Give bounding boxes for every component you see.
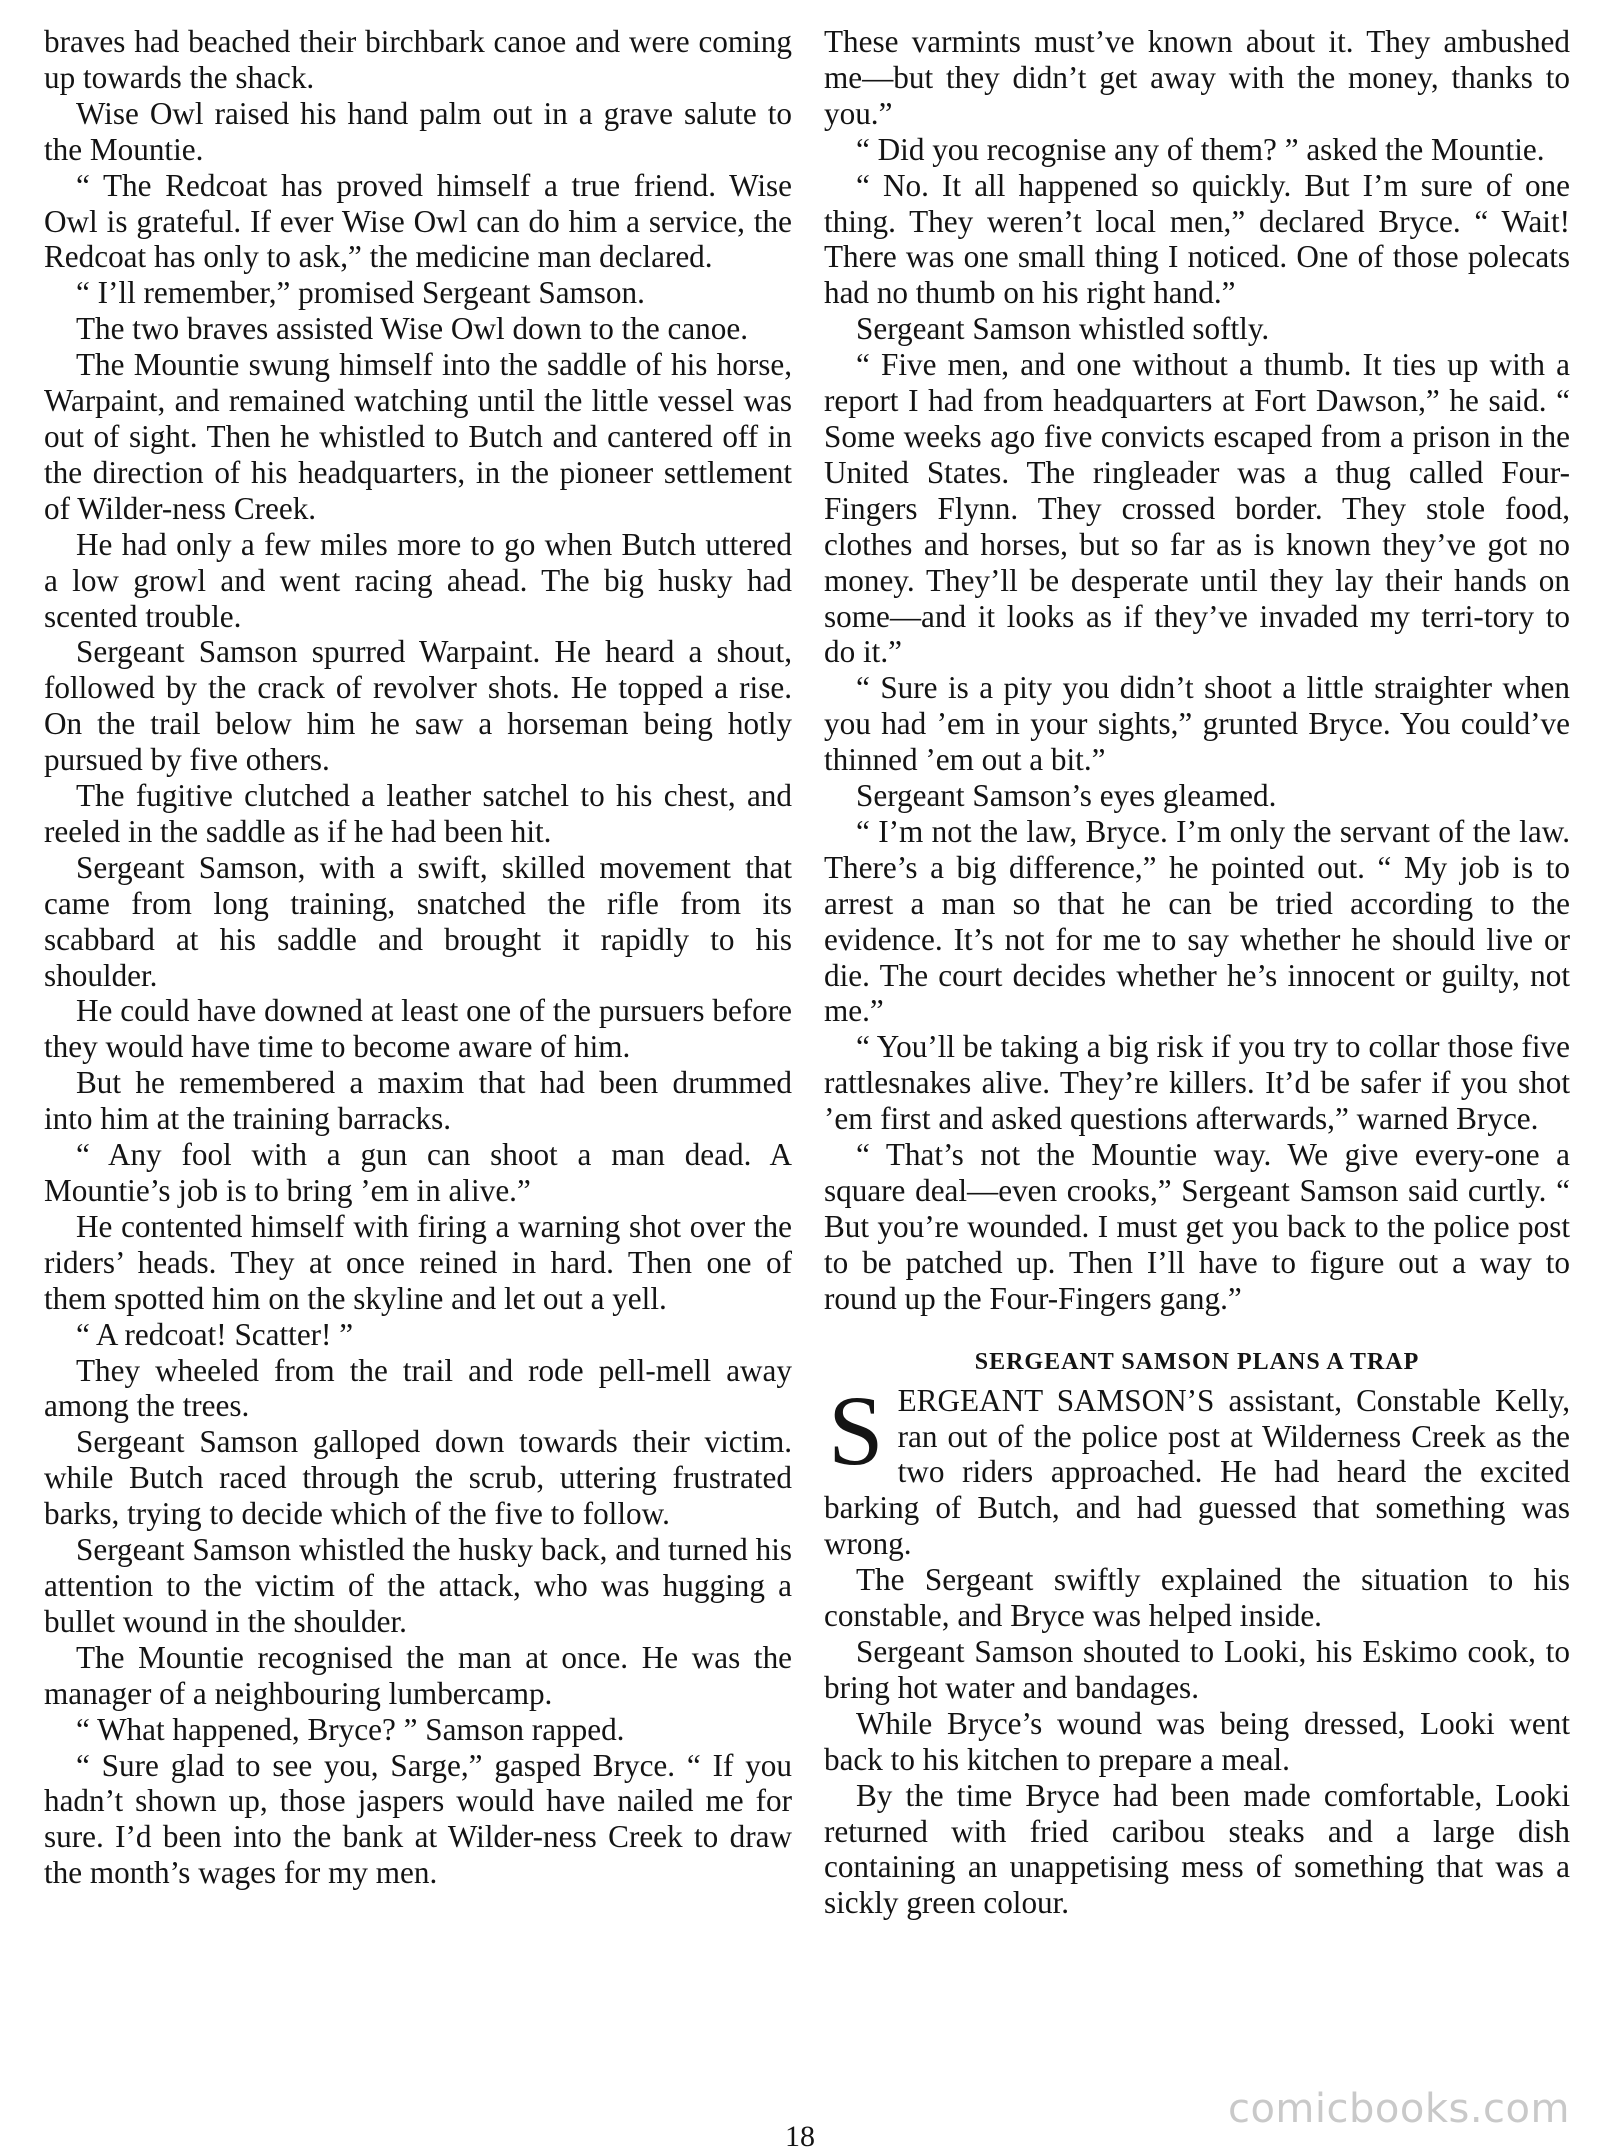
page-number: 18 xyxy=(785,2120,815,2153)
dropcap-paragraph xyxy=(824,1374,1570,1563)
paragraph: “ Five men, and one without a thumb. It ties up with a report I had from headquarters at Fort Dawson,” he said. “ Some weeks ago five convicts escaped from a prison in the United States. The ringleader was a thug called Four-Fingers Flynn. They crossed border. They stole food, clothes and horses, but so far as is known they’ve got no money. They’ll be desperate until they lay their hands on some—and it looks as if they’ve invaded my terri-tory to do it.” xyxy=(824,347,1570,670)
right-text-column xyxy=(824,24,1570,1921)
paragraph: He could have downed at least one of the pursuers before they would have time to become aware of him. xyxy=(44,993,792,1065)
paragraph: “ You’ll be taking a big risk if you try to collar those five rattlesnakes alive. They’re killers. It’d be safer if you shot ’em first and asked questions afterwards,” warned Bryce. xyxy=(824,1029,1570,1137)
paragraph: By the time Bryce had been made comfortable, Looki returned with fried caribou steaks and a large dish containing an unappetising mess of something that was a sickly green colour. xyxy=(824,1777,1570,1921)
left-text-column xyxy=(44,24,792,1891)
paragraph: “ Sure is a pity you didn’t shoot a little straighter when you had ’em in your sights,” grunted Bryce. You could’ve thinned ’em out a bit.” xyxy=(824,670,1570,778)
paragraph: “ I’ll remember,” promised Sergeant Samson. xyxy=(76,275,645,311)
right-column-lower-text xyxy=(824,1562,1570,1921)
dropcap-paragraph-text: ERGEANT SAMSON’S assistant, Constable Kelly, ran out of the police post at Wilderness Creek as the two riders approached. He had heard the excited barking of Butch, and had guessed that something was wrong. xyxy=(824,1382,1570,1562)
right-column-upper-text xyxy=(824,24,1570,1317)
paragraph: “ Did you recognise any of them? ” asked the Mountie. xyxy=(856,131,1545,167)
paragraph: These varmints must’ve known about it. They ambushed me—but they didn’t get away with the money, thanks to you.” xyxy=(824,24,1570,131)
section-heading: SERGEANT SAMSON PLANS A TRAP xyxy=(974,1348,1420,1375)
paragraph: The fugitive clutched a leather satchel to his chest, and reeled in the saddle as if he had been hit. xyxy=(44,778,792,849)
paragraph: braves had beached their birchbark canoe and were coming up towards the shack. xyxy=(44,24,792,95)
paragraph: “ The Redcoat has proved himself a true friend. Wise Owl is grateful. If ever Wise Owl can do him a service, the Redcoat has only to ask,” the medicine man declared. xyxy=(44,167,792,275)
paragraph: Sergeant Samson, with a swift, skilled movement that came from long training, snatched the rifle from its scabbard at his saddle and brought it rapidly to his shoulder. xyxy=(44,849,792,993)
dropcap-letter: S xyxy=(828,1374,884,1486)
paragraph: “ Sure glad to see you, Sarge,” gasped Bryce. “ If you hadn’t shown up, those jaspers would have nailed me for sure. I’d been into the bank at Wilder-ness Creek to draw the month’s wages for my men. xyxy=(44,1747,792,1891)
paragraph: The Mountie recognised the man at once. He was the manager of a neighbouring lumbercamp. xyxy=(44,1639,792,1711)
watermark: comicbooks.com xyxy=(1227,2086,1570,2132)
paragraph: Sergeant Samson shouted to Looki, his Eskimo cook, to bring hot water and bandages. xyxy=(824,1633,1570,1705)
paragraph: The Mountie swung himself into the saddle of his horse, Warpaint, and remained watching until the little vessel was out of sight. Then he whistled to Butch and cantered off in the direction of his headquarters, in the pioneer settlement of Wilder-ness Creek. xyxy=(44,347,792,526)
paragraph: Sergeant Samson spurred Warpaint. He heard a shout, followed by the crack of revolver shots. He topped a rise. On the trail below him he saw a horseman being hotly pursued by five others. xyxy=(44,634,792,778)
paragraph: “ Any fool with a gun can shoot a man dead. A Mountie’s job is to bring ’em in alive.” xyxy=(44,1137,792,1208)
paragraph: But he remembered a maxim that had been drummed into him at the training barracks. xyxy=(44,1065,792,1137)
paragraph: Sergeant Samson whistled the husky back, and turned his attention to the victim of the attack, who was hugging a bullet wound in the shoulder. xyxy=(44,1532,792,1639)
paragraph: “ What happened, Bryce? ” Samson rapped. xyxy=(76,1711,625,1747)
paragraph: He had only a few miles more to go when Butch uttered a low growl and went racing ahead. The big husky had scented trouble. xyxy=(44,526,792,634)
paragraph: While Bryce’s wound was being dressed, Looki went back to his kitchen to prepare a meal. xyxy=(824,1705,1570,1777)
paragraph: He contented himself with firing a warning shot over the riders’ heads. They at once reined in hard. Then one of them spotted him on the skyline and let out a yell. xyxy=(44,1208,792,1316)
paragraph: “ No. It all happened so quickly. But I’m sure of one thing. They weren’t local men,” declared Bryce. “ Wait! There was one small thing I noticed. One of those polecats had no thumb on his right hand.” xyxy=(824,167,1570,311)
paragraph: The two braves assisted Wise Owl down to the canoe. xyxy=(76,311,749,347)
paragraph: Sergeant Samson galloped down towards their victim. while Butch raced through the scrub, uttering frustrated barks, trying to decide which of the five to follow. xyxy=(44,1424,792,1532)
paragraph: Sergeant Samson whistled softly. xyxy=(856,311,1270,347)
paragraph: The Sergeant swiftly explained the situation to his constable, and Bryce was helped inside. xyxy=(824,1562,1570,1634)
paragraph: Sergeant Samson’s eyes gleamed. xyxy=(856,778,1277,814)
paragraph: “ A redcoat! Scatter! ” xyxy=(76,1316,354,1352)
paragraph: Wise Owl raised his hand palm out in a grave salute to the Mountie. xyxy=(44,95,792,167)
paragraph: “ That’s not the Mountie way. We give every-one a square deal—even crooks,” Sergeant Samson said curtly. “ But you’re wounded. I must get you back to the police post to be patched up. Then I’ll have to figure out a way to round up the Four-Fingers gang.” xyxy=(824,1137,1570,1316)
paragraph: “ I’m not the law, Bryce. I’m only the servant of the law. There’s a big difference,” he pointed out. “ My job is to arrest a man so that he can be tried according to the evidence. It’s not for me to say whether he should live or die. The court decides whether he’s innocent or guilty, not me.” xyxy=(824,813,1570,1029)
paragraph: They wheeled from the trail and rode pell-mell away among the trees. xyxy=(44,1352,792,1424)
